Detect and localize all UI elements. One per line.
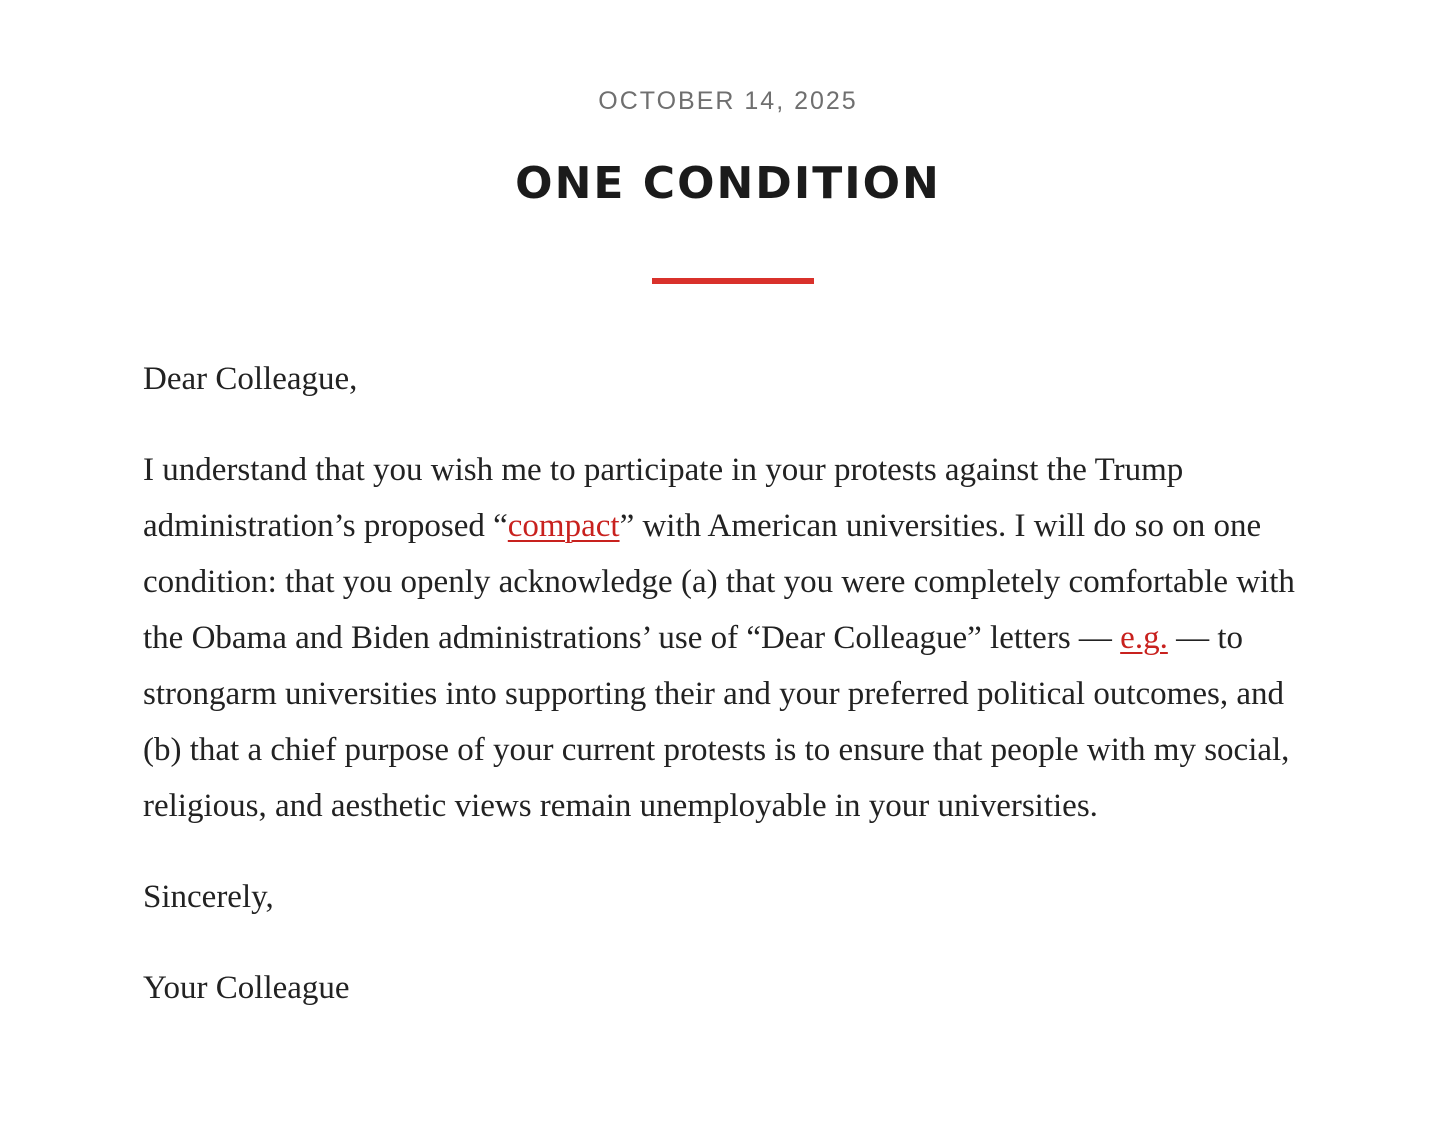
paragraph-text-part-1: I understand that you wish me to participate in your protests against the Trump administration’s proposed “ (143, 452, 1184, 544)
paragraph-text-part-2: ” with American universities. I will do so on one condition: that you openly acknowledge (a) that you were completely comfortable with the Obama and Biden administrations’ use of “Dear Colleague” letters — (143, 508, 1295, 656)
compact-link[interactable]: compact (507, 508, 620, 544)
letter-closing: Sincerely, (143, 879, 274, 915)
letter-main-paragraph (143, 442, 1303, 834)
letter-signature: Your Colleague (143, 970, 350, 1006)
eg-link[interactable]: e.g. (1120, 620, 1168, 656)
paragraph-text-part-3: — to strongarm universities into supporting their and your preferred political outcomes, and (b) that a chief purpose of your current protests is to ensure that people with my social, religious, and aesthetic views remain unemployable in your universities. (143, 620, 1290, 824)
post-date: OCTOBER 14, 2025 (598, 87, 858, 115)
post-title: ONE CONDITION (515, 158, 941, 209)
letter-salutation: Dear Colleague, (143, 361, 358, 397)
post-body (143, 351, 1303, 1016)
title-divider (652, 278, 814, 284)
